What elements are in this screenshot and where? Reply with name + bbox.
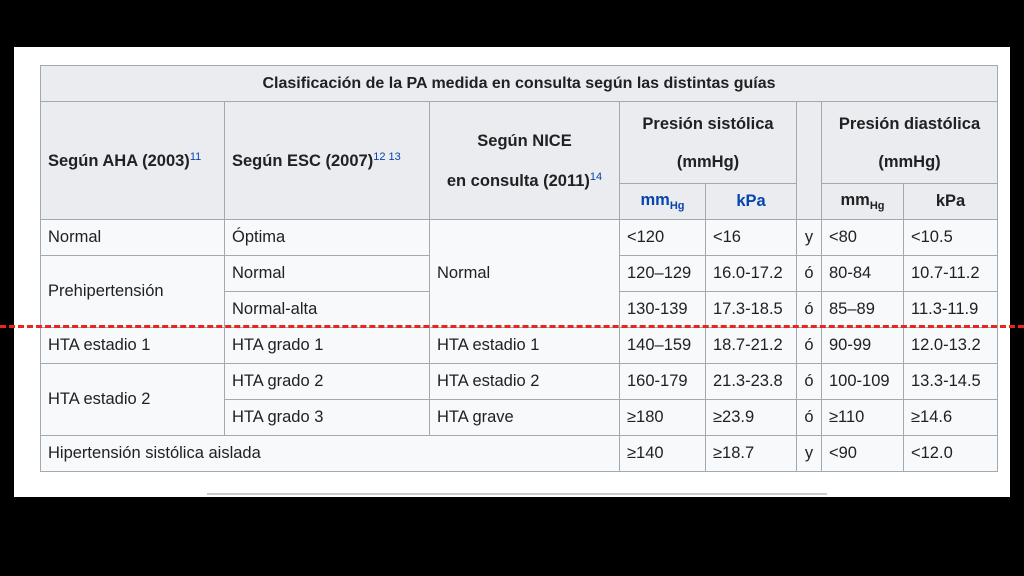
header-nice: Según NICE en consulta $(2011)^{14}$ — [430, 102, 620, 220]
header-diastolic: Presión diastólica (mmHg) — [822, 102, 998, 184]
cell-sys-kpa: 16.0-17.2 — [706, 256, 797, 292]
header-esc: Según ESC $(2007)^{12 13}$ — [225, 102, 430, 220]
unit-dia-mmhg: $mm_{Hg}$ — [822, 184, 904, 220]
cell-isolated-label: Hipertensión sistólica aislada — [41, 436, 620, 472]
cell-esc: Normal — [225, 256, 430, 292]
table-row — [41, 364, 998, 400]
cell-sys-kpa: <16 — [706, 220, 797, 256]
cell-conj: ó — [797, 400, 822, 436]
cell-sys-kpa: ≥23.9 — [706, 400, 797, 436]
cell-conj: ó — [797, 364, 822, 400]
table-row — [41, 220, 998, 256]
cell-sys-mm: <120 — [620, 220, 706, 256]
ref-link-aha[interactable]: 11 — [189, 150, 202, 163]
ref-link-esc[interactable]: 12 13 — [373, 150, 401, 163]
unit-dia-kpa: kPa — [904, 184, 998, 220]
cell-sys-kpa: 17.3-18.5 — [706, 292, 797, 328]
unit-sys-kpa[interactable]: kPa — [706, 184, 797, 220]
header-systolic: Presión sistólica (mmHg) — [620, 102, 797, 184]
cell-sys-kpa: 21.3-23.8 — [706, 364, 797, 400]
dashed-divider-line — [0, 325, 1024, 328]
cell-nice: HTA estadio 2 — [430, 364, 620, 400]
cell-dia-kpa: <10.5 — [904, 220, 998, 256]
cell-sys-mm: ≥180 — [620, 400, 706, 436]
cell-nice: HTA estadio 1 — [430, 328, 620, 364]
cell-dia-kpa: ≥14.6 — [904, 400, 998, 436]
cell-nice: Normal — [430, 220, 620, 328]
cell-dia-kpa: 11.3-11.9 — [904, 292, 998, 328]
cell-esc: Normal-alta — [225, 292, 430, 328]
cell-esc: HTA grado 2 — [225, 364, 430, 400]
cell-dia-mm: <80 — [822, 220, 904, 256]
cell-sys-mm: ≥140 — [620, 436, 706, 472]
cell-nice: HTA grave — [430, 400, 620, 436]
cell-sys-mm: 120–129 — [620, 256, 706, 292]
header-aha: Según AHA $(2003)^{11}$ — [41, 102, 225, 220]
cell-esc: Óptima — [225, 220, 430, 256]
cell-conj: y — [797, 436, 822, 472]
cell-dia-kpa: 13.3-14.5 — [904, 364, 998, 400]
unit-sys-mmhg[interactable]: $mm_{Hg}$ — [620, 184, 706, 220]
cell-dia-mm: 85–89 — [822, 292, 904, 328]
cell-dia-kpa: <12.0 — [904, 436, 998, 472]
cell-dia-kpa: 10.7-11.2 — [904, 256, 998, 292]
cell-sys-mm: 130-139 — [620, 292, 706, 328]
header-spacer — [797, 102, 822, 220]
cell-dia-mm: 80-84 — [822, 256, 904, 292]
cell-dia-mm: 90-99 — [822, 328, 904, 364]
cell-aha: HTA estadio 1 — [41, 328, 225, 364]
cell-aha: Prehipertensión — [41, 256, 225, 328]
cell-dia-mm: ≥110 — [822, 400, 904, 436]
cell-sys-kpa: ≥18.7 — [706, 436, 797, 472]
cell-aha: HTA estadio 2 — [41, 364, 225, 436]
bp-classification-table — [40, 65, 998, 472]
ref-link-nice[interactable]: 14 — [589, 170, 603, 183]
horizontal-scrollbar[interactable] — [207, 493, 827, 495]
cell-conj: y — [797, 220, 822, 256]
cell-dia-mm: 100-109 — [822, 364, 904, 400]
cell-esc: HTA grado 3 — [225, 400, 430, 436]
cell-aha: Normal — [41, 220, 225, 256]
table-row — [41, 328, 998, 364]
table-row — [41, 436, 998, 472]
cell-conj: ó — [797, 292, 822, 328]
cell-sys-mm: 140–159 — [620, 328, 706, 364]
table-caption: Clasificación de la PA medida en consulta según las distintas guías — [41, 66, 998, 102]
cell-dia-mm: <90 — [822, 436, 904, 472]
cell-conj: ó — [797, 328, 822, 364]
cell-esc: HTA grado 1 — [225, 328, 430, 364]
cell-dia-kpa: 12.0-13.2 — [904, 328, 998, 364]
cell-conj: ó — [797, 256, 822, 292]
cell-sys-mm: 160-179 — [620, 364, 706, 400]
cell-sys-kpa: 18.7-21.2 — [706, 328, 797, 364]
